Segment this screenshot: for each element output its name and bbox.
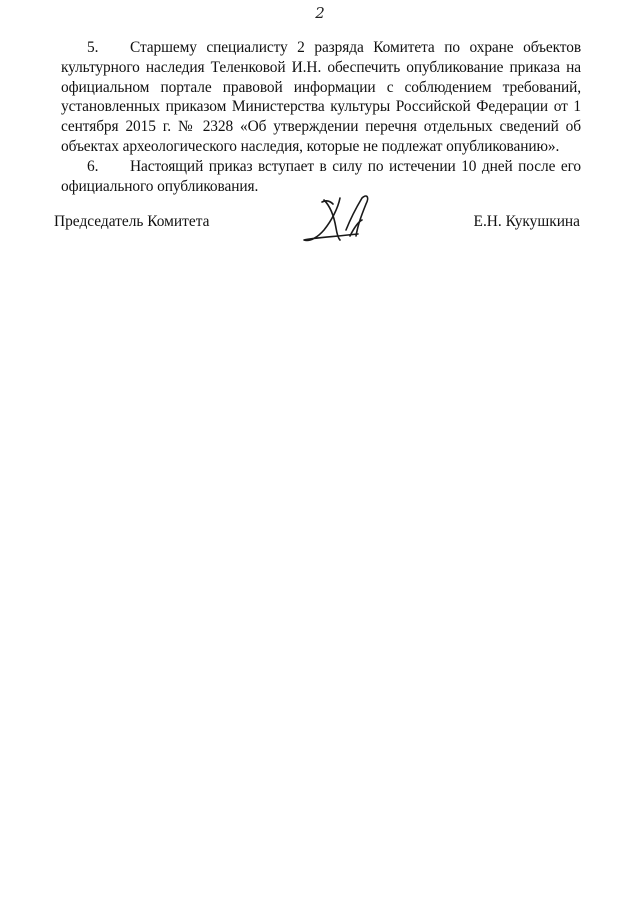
paragraph-text: Настоящий приказ вступает в силу по истечении 10 дней после его официального опубликования. (61, 157, 581, 195)
page-number: 2 (315, 4, 325, 22)
signatory-title: Председатель Комитета (54, 213, 210, 230)
paragraph-text: Старшему специалисту 2 разряда Комитета по охране объектов культурного наследия Теленковой И.Н. обеспечить опубликование приказа на официальном портале правовой информации с соблюдением требований, установленных приказом Министерства культуры Российской Федерации от 1 сентября 2015 г. № 2328 «Об утверждении перечня отдельных сведений об объектах археологического наследия, которые не подлежат опубликованию». (61, 39, 581, 155)
paragraph-number: 5. (87, 39, 99, 56)
paragraph-number: 6. (87, 157, 99, 175)
order-body (61, 38, 581, 196)
signatory-name: Е.Н. Кукушкина (473, 213, 580, 230)
paragraph-5 (61, 38, 581, 157)
handwritten-signature-icon (300, 190, 380, 248)
